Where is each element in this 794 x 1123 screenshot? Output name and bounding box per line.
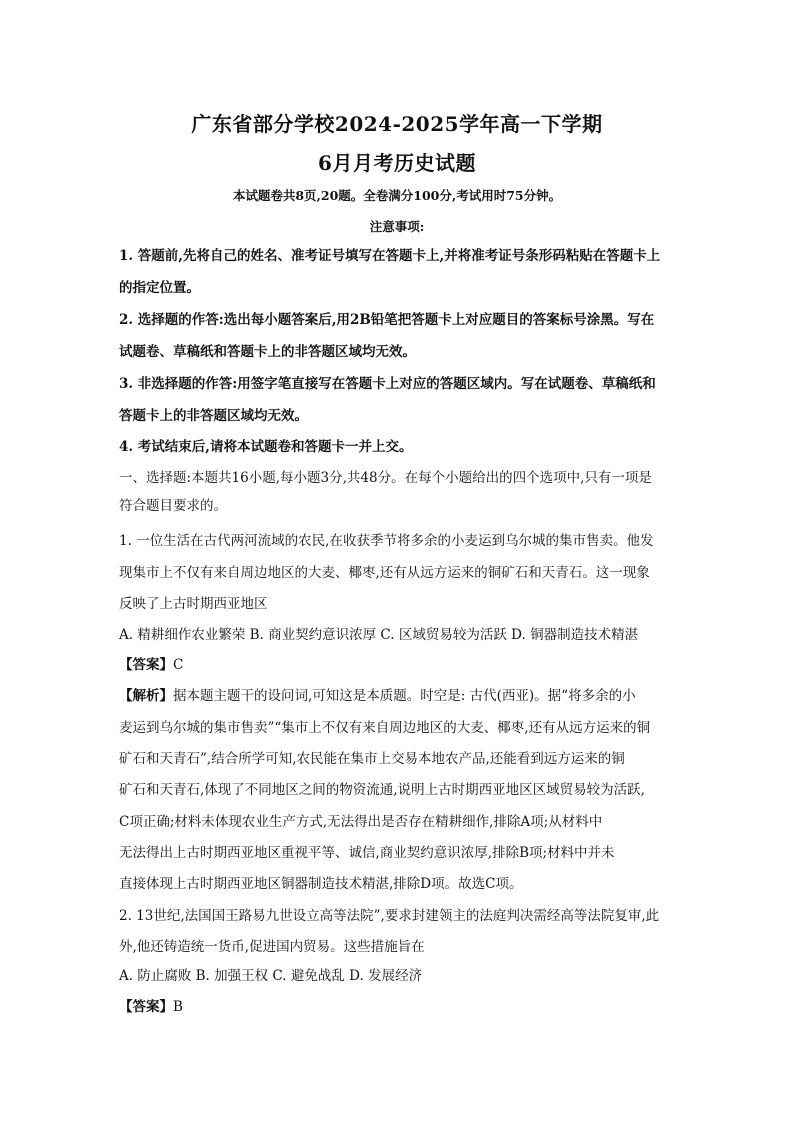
notice-line: 答题卡上的非答题区域均无效。 <box>119 408 308 424</box>
section-heading: 一、选择题:本题共16小题,每小题3分,共48分。在每个小题给出的四个选项中,只有一项是 <box>119 470 652 486</box>
question-1-stem: 1. 一位生活在古代两河流域的农民,在收获季节将多余的小麦运到乌尔城的集市售卖。他发 <box>119 533 654 549</box>
notice-line: 1. 答题前,先将自己的姓名、准考证号填写在答题卡上,并将准考证号条形码粘贴在答题卡上 <box>119 248 661 264</box>
notice-line: 试题卷、草稿纸和答题卡上的非答题区域均无效。 <box>119 344 416 360</box>
section-heading: 符合题目要求的。 <box>119 498 227 514</box>
analysis-line: 据本题主题干的设问词,可知这是本质题。时空是: 古代(西亚)。据“将多余的小 <box>173 688 636 704</box>
answer-label: 【答案】 <box>119 657 173 673</box>
analysis-label: 【解析】 <box>119 688 173 704</box>
question-1-analysis: 直接体现上古时期西亚地区铜器制造技术精湛,排除D项。故选C项。 <box>119 876 523 892</box>
answer-label: 【答案】 <box>119 999 173 1015</box>
question-1-analysis <box>119 686 679 706</box>
question-1-stem: 现集市上不仅有来自周边地区的大麦、椰枣,还有从远方运来的铜矿石和天青石。这一现象 <box>119 565 650 581</box>
exam-meta: 本试题卷共8页,20题。全卷满分100分,考试用时75分钟。 <box>232 188 562 203</box>
answer-value: B <box>173 999 183 1015</box>
question-1-analysis: 无法得出上古时期西亚地区重视平等、诚信,商业契约意识浓厚,排除B项;材料中并未 <box>119 845 615 861</box>
notice-line: 4. 考试结束后,请将本试题卷和答题卡一并上交。 <box>119 439 413 455</box>
question-1-analysis: C项正确;材料未体现农业生产方式,无法得出是否存在精耕细作,排除A项;从材料中 <box>119 814 603 830</box>
notice-line: 的指定位置。 <box>119 280 200 296</box>
question-1-analysis: 麦运到乌尔城的集市售卖”“集市上不仅有来自周边地区的大麦、椰枣,还有从远方运来的铜 <box>119 720 651 736</box>
question-2-options: A. 防止腐败 B. 加强王权 C. 避免战乱 D. 发展经济 <box>119 968 423 984</box>
question-2-stem: 2. 13世纪,法国国王路易九世设立高等法院”,要求封建领主的法庭判决需经高等法院复审,此 <box>119 908 660 924</box>
question-2-stem: 外,他还铸造统一货币,促进国内贸易。这些措施旨在 <box>119 939 425 955</box>
title-line-2: 6月月考历史试题 <box>318 151 476 175</box>
question-1-answer <box>119 655 679 675</box>
question-1-options: A. 精耕细作农业繁荣 B. 商业契约意识浓厚 C. 区域贸易较为活跃 D. 铜器制造技术精湛 <box>119 627 639 643</box>
title-line-1: 广东省部分学校2024-2025学年高一下学期 <box>191 112 603 136</box>
notice-line: 2. 选择题的作答:选出每小题答案后,用2B铅笔把答题卡上对应题目的答案标号涂黑。写在 <box>119 312 655 328</box>
question-1-analysis: 矿石和天青石”,结合所学可知,农民能在集市上交易本地农产品,还能看到远方运来的铜 <box>119 751 625 767</box>
notice-line: 3. 非选择题的作答:用签字笔直接写在答题卡上对应的答题区域内。写在试题卷、草稿纸和 <box>119 376 656 392</box>
question-2-answer <box>119 997 679 1017</box>
question-1-analysis: 矿石和天青石,体现了不同地区之间的物资流通,说明上古时期西亚地区区域贸易较为活跃, <box>119 782 645 798</box>
answer-value: C <box>173 657 184 673</box>
question-1-stem: 反映了上古时期西亚地区 <box>119 596 268 612</box>
notice-title: 注意事项: <box>369 219 425 234</box>
